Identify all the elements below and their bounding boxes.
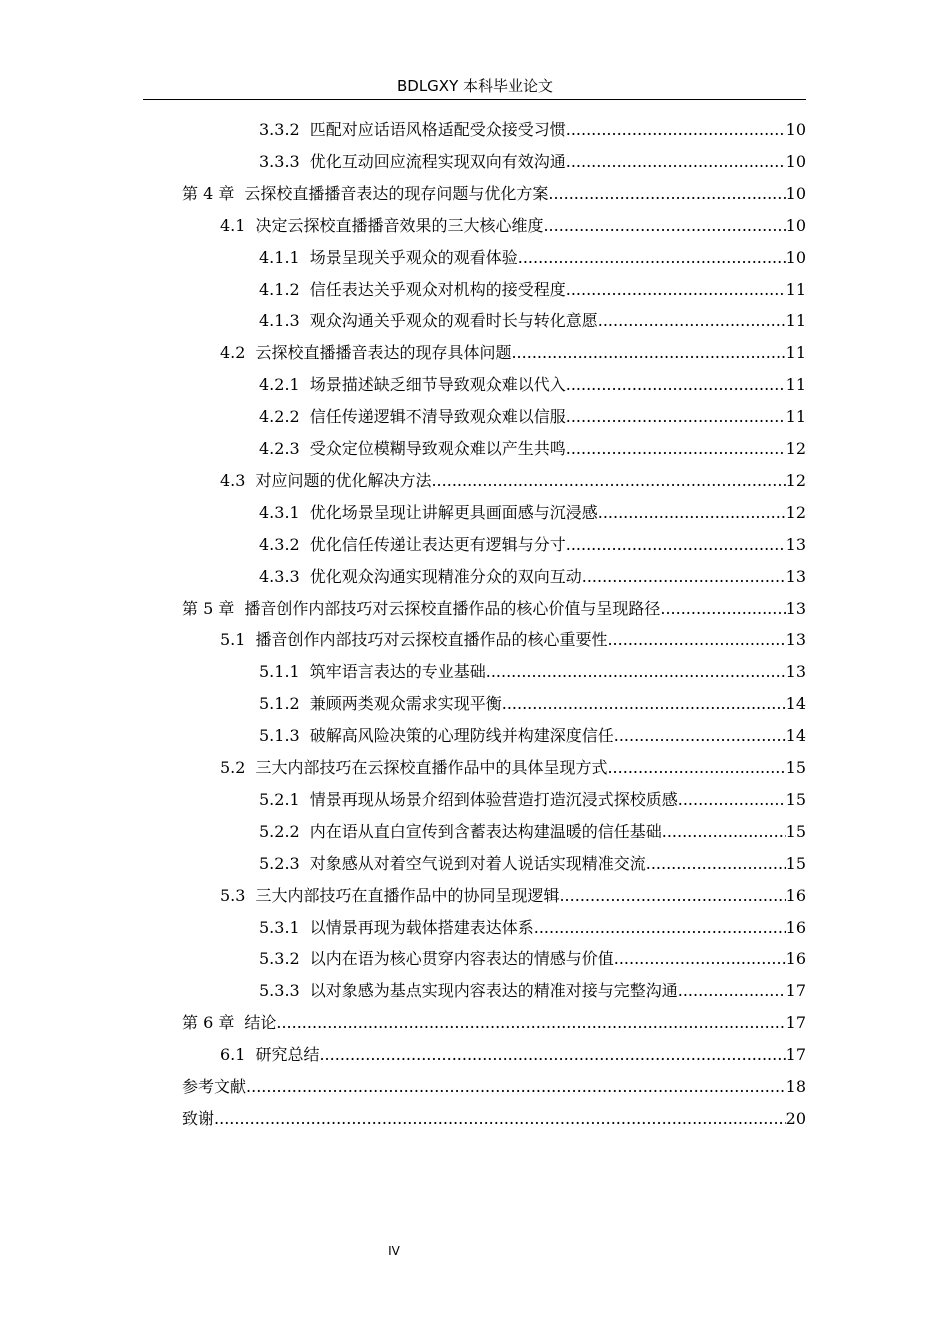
toc-entry-page-number: 15	[785, 853, 806, 873]
toc-dot-leader	[246, 1076, 786, 1098]
toc-entry-title: 播音创作内部技巧对云探校直播作品的核心重要性	[255, 630, 608, 650]
toc-entry[interactable]	[220, 466, 806, 492]
toc-entry-number: 5.2.1	[259, 789, 300, 809]
toc-entry-page-number: 13	[785, 598, 806, 618]
toc-dot-leader	[319, 1044, 785, 1066]
toc-entry-title: 云探校直播播音表达的现存问题与优化方案	[244, 183, 549, 203]
toc-entry-number: 4.3.3	[259, 566, 300, 586]
toc-entry-page-number: 17	[785, 981, 806, 1001]
toc-dot-leader	[518, 247, 786, 269]
toc-entry-number: 5.1.3	[259, 726, 300, 746]
toc-entry-title: 匹配对应话语风格适配受众接受习惯	[309, 120, 566, 139]
toc-entry-title: 筑牢语言表达的专业基础	[309, 662, 486, 682]
toc-entry[interactable]	[259, 243, 806, 269]
toc-entry[interactable]	[259, 689, 806, 715]
toc-entry-number: 5.1	[220, 630, 246, 650]
toc-entry-number: 5.1.2	[259, 694, 300, 714]
toc-entry[interactable]	[259, 147, 806, 173]
toc-entry[interactable]	[182, 1104, 806, 1130]
toc-entry-number: 5.1.1	[259, 662, 300, 682]
toc-entry[interactable]	[220, 753, 806, 779]
toc-entry[interactable]	[220, 338, 806, 364]
toc-entry-title: 三大内部技巧在直播作品中的协同呈现逻辑	[255, 885, 560, 905]
toc-entry-page-number: 11	[785, 343, 806, 363]
toc-entry-title: 三大内部技巧在云探校直播作品中的具体呈现方式	[255, 758, 608, 777]
toc-dot-leader	[662, 821, 786, 843]
toc-entry-page-number: 13	[785, 662, 806, 682]
toc-entry-number: 4.2.3	[259, 439, 300, 458]
toc-entry-page-number: 17	[785, 1045, 806, 1065]
toc-entry[interactable]	[259, 402, 806, 428]
toc-entry-page-number: 10	[785, 120, 806, 139]
toc-entry-page-number: 16	[785, 885, 806, 905]
toc-entry-page-number: 10	[785, 183, 806, 203]
toc-entry[interactable]	[259, 434, 806, 460]
toc-entry-number: 3.3.2	[259, 120, 300, 139]
toc-entry-title: 研究总结	[255, 1045, 320, 1065]
toc-entry-page-number: 13	[785, 566, 806, 586]
toc-entry-title: 观众沟通关乎观众的观看时长与转化意愿	[309, 311, 598, 331]
toc-entry-number: 5.3.3	[259, 981, 300, 1001]
toc-dot-leader	[614, 725, 786, 747]
toc-entry[interactable]	[259, 785, 806, 811]
toc-entry-page-number: 10	[785, 215, 806, 235]
toc-entry-title: 对应问题的优化解决方法	[255, 470, 432, 490]
toc-dot-leader	[566, 119, 786, 141]
toc-entry-title: 以情景再现为载体搭建表达体系	[309, 917, 534, 937]
toc-entry-number: 4.3.1	[259, 502, 300, 522]
toc-entry-page-number: 10	[785, 151, 806, 171]
toc-entry[interactable]	[259, 306, 806, 332]
toc-entry[interactable]	[220, 881, 806, 907]
toc-entry-number: 4.2	[220, 343, 246, 363]
toc-entry-title: 优化互动回应流程实现双向有效沟通	[309, 151, 566, 171]
toc-entry-number: 5.2.3	[259, 853, 300, 873]
toc-entry-title: 信任传递逻辑不清导致观众难以信服	[309, 407, 566, 427]
toc-entry-page-number: 15	[785, 758, 806, 777]
toc-entry-title: 场景呈现关乎观众的观看体验	[309, 247, 518, 267]
toc-entry[interactable]	[259, 275, 806, 301]
toc-dot-leader	[214, 1108, 786, 1130]
toc-entry[interactable]	[259, 849, 806, 875]
toc-entry-number: 5.2	[220, 758, 246, 777]
toc-entry[interactable]	[182, 594, 806, 620]
toc-entry[interactable]	[259, 944, 806, 970]
toc-entry[interactable]	[259, 976, 806, 1002]
toc-entry[interactable]	[259, 721, 806, 747]
toc-dot-leader	[548, 183, 785, 205]
toc-dot-leader	[543, 215, 785, 237]
toc-entry[interactable]	[220, 625, 806, 651]
toc-entry[interactable]	[259, 562, 806, 588]
toc-entry-page-number: 16	[785, 949, 806, 969]
toc-entry-page-number: 17	[785, 1013, 806, 1033]
toc-entry-page-number: 16	[785, 917, 806, 937]
toc-entry[interactable]	[182, 1008, 806, 1034]
toc-entry-number: 4.3.2	[259, 534, 300, 554]
toc-entry-number: 4.1.1	[259, 247, 300, 267]
toc-entry-number: 第 5 章	[182, 598, 235, 618]
toc-entry[interactable]	[259, 115, 806, 141]
toc-dot-leader	[566, 374, 786, 396]
toc-entry-page-number: 11	[785, 407, 806, 427]
toc-dot-leader	[566, 406, 786, 428]
toc-entry[interactable]	[182, 179, 806, 205]
toc-entry-number: 第 4 章	[182, 183, 235, 203]
toc-entry[interactable]	[220, 211, 806, 237]
toc-entry-page-number: 14	[785, 726, 806, 746]
toc-entry-page-number: 12	[785, 470, 806, 490]
toc-entry-title: 受众定位模糊导致观众难以产生共鸣	[309, 439, 566, 458]
toc-entry-number: 5.3.1	[259, 917, 300, 937]
toc-entry-number: 4.1.3	[259, 311, 300, 331]
toc-dot-leader	[559, 885, 785, 907]
toc-entry-page-number: 10	[785, 247, 806, 267]
toc-entry-page-number: 12	[785, 439, 806, 458]
toc-entry-title: 情景再现从场景介绍到体验营造打造沉浸式探校质感	[309, 789, 678, 809]
toc-dot-leader	[660, 598, 785, 620]
toc-entry-page-number: 18	[785, 1077, 806, 1096]
toc-entry-page-number: 13	[785, 630, 806, 650]
toc-entry-title: 以内在语为核心贯穿内容表达的情感与价值	[309, 949, 614, 969]
toc-dot-leader	[566, 279, 786, 301]
toc-entry[interactable]	[259, 913, 806, 939]
toc-entry[interactable]	[259, 370, 806, 396]
toc-dot-leader	[502, 693, 786, 715]
toc-dot-leader	[566, 534, 786, 556]
toc-entry-title: 播音创作内部技巧对云探校直播作品的核心价值与呈现路径	[244, 598, 661, 618]
toc-dot-leader	[598, 502, 786, 524]
toc-entry-number: 4.3	[220, 470, 246, 490]
toc-entry-number: 第 6 章	[182, 1013, 235, 1033]
toc-entry-title: 优化观众沟通实现精准分众的双向互动	[309, 566, 582, 586]
toc-dot-leader	[607, 629, 785, 651]
toc-entry-number: 5.2.2	[259, 821, 300, 841]
toc-entry-page-number: 14	[785, 694, 806, 714]
toc-dot-leader	[582, 566, 786, 588]
toc-entry-page-number: 12	[785, 502, 806, 522]
toc-entry-title: 信任表达关乎观众对机构的接受程度	[309, 279, 566, 299]
footer-page-number: IV	[388, 1244, 400, 1258]
toc-entry-number: 6.1	[220, 1045, 246, 1065]
toc-entry-page-number: 15	[785, 821, 806, 841]
header-rule	[143, 99, 806, 100]
toc-dot-leader	[276, 1012, 785, 1034]
toc-entry-title: 参考文献	[182, 1077, 247, 1096]
toc-entry-title: 结论	[244, 1013, 277, 1033]
toc-dot-leader	[566, 151, 786, 173]
toc-dot-leader	[598, 310, 786, 332]
toc-entry[interactable]	[182, 1072, 806, 1098]
toc-entry[interactable]	[220, 1040, 806, 1066]
toc-dot-leader	[646, 853, 786, 875]
toc-entry-title: 内在语从直白宣传到含蓄表达构建温暖的信任基础	[309, 821, 662, 841]
toc-dot-leader	[431, 470, 785, 492]
toc-entry-number: 5.3	[220, 885, 246, 905]
toc-entry-title: 对象感从对着空气说到对着人说话实现精准交流	[309, 853, 646, 873]
toc-entry[interactable]	[259, 530, 806, 556]
running-header-title: BDLGXY 本科毕业论文	[396, 77, 554, 95]
toc-dot-leader	[511, 342, 785, 364]
toc-entry-number: 4.1	[220, 215, 246, 235]
toc-entry-page-number: 20	[785, 1108, 806, 1128]
toc-dot-leader	[486, 661, 786, 683]
toc-entry[interactable]	[259, 657, 806, 683]
toc-dot-leader	[566, 438, 786, 460]
toc-entry[interactable]	[259, 817, 806, 843]
toc-entry-title: 决定云探校直播播音效果的三大核心维度	[255, 215, 544, 235]
toc-entry-title: 兼顾两类观众需求实现平衡	[309, 694, 502, 714]
toc-entry[interactable]	[259, 498, 806, 524]
toc-entry-title: 以对象感为基点实现内容表达的精准对接与完整沟通	[309, 981, 678, 1001]
toc-entry-title: 云探校直播播音表达的现存具体问题	[255, 343, 512, 363]
toc-dot-leader	[678, 789, 786, 811]
toc-entry-title: 优化场景呈现让讲解更具画面感与沉浸感	[309, 502, 598, 522]
toc-entry-page-number: 11	[785, 279, 806, 299]
toc-entry-number: 4.2.1	[259, 375, 300, 395]
toc-dot-leader	[614, 948, 786, 970]
toc-entry-number: 4.1.2	[259, 279, 300, 299]
toc-entry-page-number: 15	[785, 789, 806, 809]
toc-dot-leader	[607, 757, 785, 779]
toc-entry-number: 4.2.2	[259, 407, 300, 427]
toc-dot-leader	[534, 917, 786, 939]
toc-entry-page-number: 11	[785, 375, 806, 395]
toc-entry-number: 3.3.3	[259, 151, 300, 171]
toc-entry-number: 5.3.2	[259, 949, 300, 969]
toc-entry-title: 优化信任传递让表达更有逻辑与分寸	[309, 534, 566, 554]
toc-entry-title: 破解高风险决策的心理防线并构建深度信任	[309, 726, 614, 746]
toc-dot-leader	[678, 980, 786, 1002]
toc-entry-title: 致谢	[182, 1108, 215, 1128]
toc-entry-page-number: 13	[785, 534, 806, 554]
toc-entry-title: 场景描述缺乏细节导致观众难以代入	[309, 375, 566, 395]
toc-entry-page-number: 11	[785, 311, 806, 331]
